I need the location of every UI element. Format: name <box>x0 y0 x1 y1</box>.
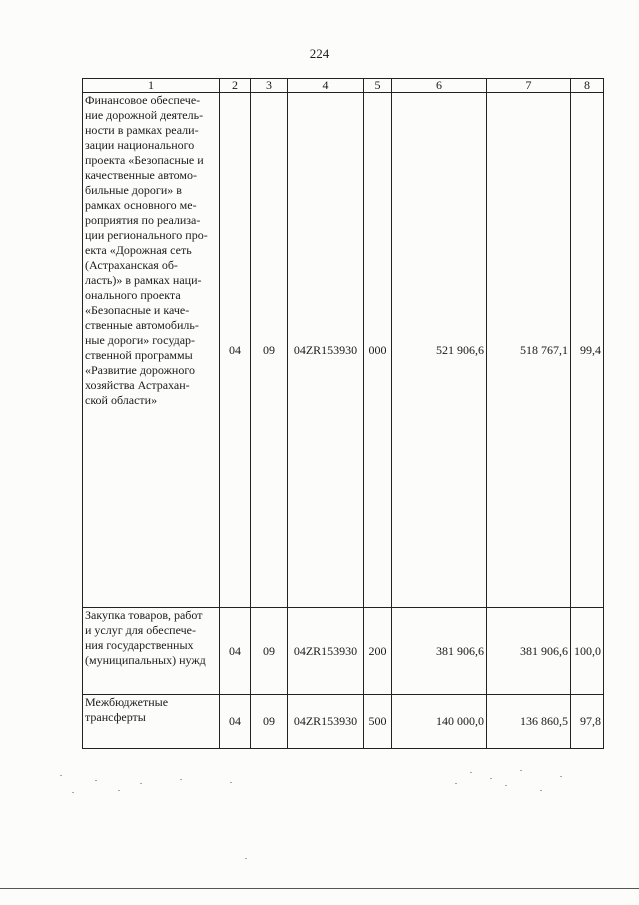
section-code: 04 <box>220 608 251 695</box>
column-header: 2 <box>220 79 251 93</box>
column-header: 4 <box>288 79 364 93</box>
scan-speck <box>540 790 542 791</box>
planned-amount: 521 906,6 <box>392 93 487 608</box>
page-number: 224 <box>309 46 330 61</box>
budget-table <box>82 78 604 749</box>
header-row <box>83 79 604 93</box>
table-row <box>83 608 604 695</box>
planned-amount: 381 906,6 <box>392 608 487 695</box>
scan-speck <box>245 858 247 859</box>
target-article-code: 04ZR153930 <box>288 695 364 749</box>
executed-amount: 381 906,6 <box>487 608 571 695</box>
target-article-code: 04ZR153930 <box>288 93 364 608</box>
scan-speck <box>470 772 472 773</box>
scan-speck <box>490 778 492 779</box>
column-header: 3 <box>251 79 288 93</box>
page-bottom-rule <box>0 888 639 889</box>
expense-type-code: 500 <box>364 695 392 749</box>
executed-amount: 518 767,1 <box>487 93 571 608</box>
execution-percent: 97,8 <box>571 695 604 749</box>
section-code: 04 <box>220 93 251 608</box>
scan-speck <box>505 785 507 786</box>
scan-speck <box>180 779 182 780</box>
column-header: 5 <box>364 79 392 93</box>
table-row <box>83 695 604 749</box>
row-description: Закупка товаров, работ и услуг для обеспече- ния государственных (муниципальных) нужд <box>83 608 220 695</box>
row-description: Финансовое обеспече- ние дорожной деятель- ности в рамках реали- зации национального проекта «Безопасные и качественные автомо- бильные дороги» в рамках основного ме- роприятия по реализа- ции регионального про- екта «Дорожная сеть (Астраханская об- ласть)» в рамках наци- онального проекта «Безопасные и каче- ственные автомобиль- ные дороги» государ- ственной программы «Развитие дорожного хозяйства Астрахан- ской области» <box>83 93 220 608</box>
column-header: 7 <box>487 79 571 93</box>
scan-speck <box>95 780 97 781</box>
subsection-code: 09 <box>251 695 288 749</box>
scan-speck <box>118 790 120 791</box>
scan-speck <box>140 783 142 784</box>
section-code: 04 <box>220 695 251 749</box>
expense-type-code: 000 <box>364 93 392 608</box>
target-article-code: 04ZR153930 <box>288 608 364 695</box>
scan-speck <box>560 776 562 777</box>
planned-amount: 140 000,0 <box>392 695 487 749</box>
execution-percent: 99,4 <box>571 93 604 608</box>
column-header: 1 <box>83 79 220 93</box>
column-header: 8 <box>571 79 604 93</box>
scan-speck <box>455 783 457 784</box>
scan-speck <box>60 775 62 776</box>
table-row <box>83 93 604 608</box>
execution-percent: 100,0 <box>571 608 604 695</box>
scan-speck <box>520 770 522 771</box>
subsection-code: 09 <box>251 93 288 608</box>
expense-type-code: 200 <box>364 608 392 695</box>
column-header: 6 <box>392 79 487 93</box>
scan-speck <box>72 792 74 793</box>
row-description: Межбюджетные трансферты <box>83 695 220 749</box>
executed-amount: 136 860,5 <box>487 695 571 749</box>
subsection-code: 09 <box>251 608 288 695</box>
scan-speck <box>230 782 232 783</box>
